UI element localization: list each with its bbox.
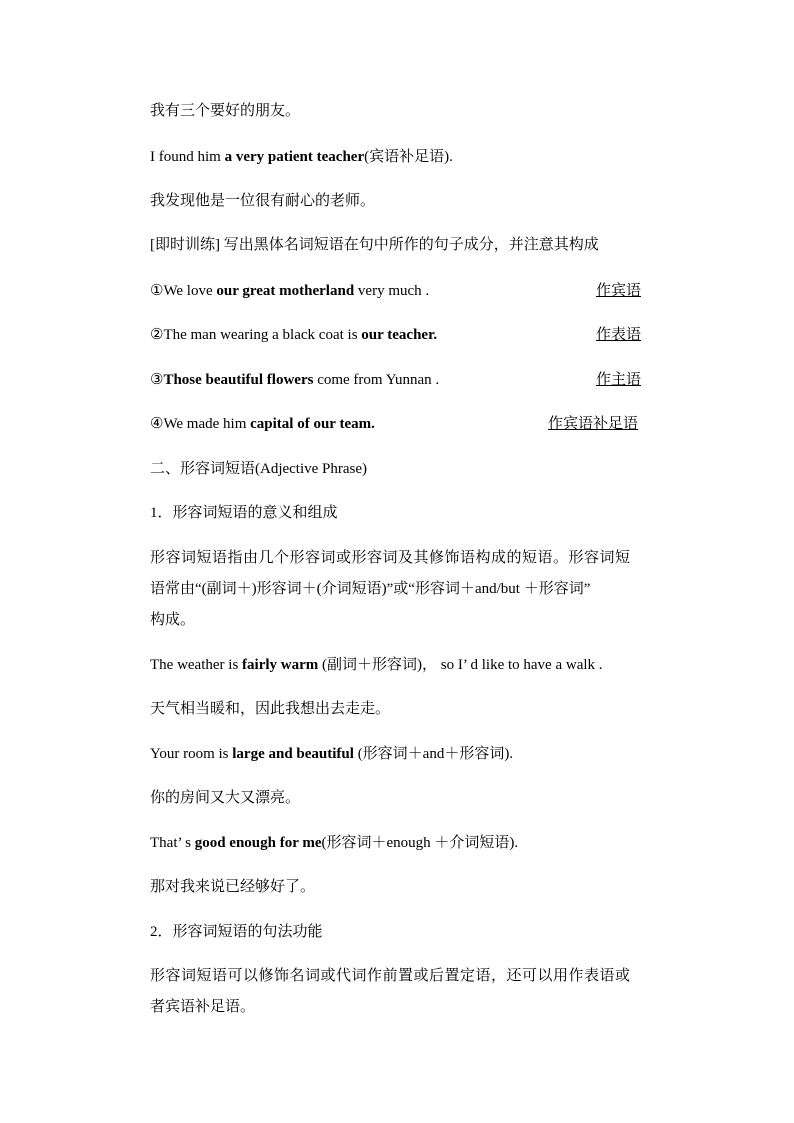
sentence-translation: 我有三个要好的朋友。 — [150, 103, 301, 119]
exercise-item — [150, 370, 439, 390]
exercise-item — [150, 325, 437, 345]
sentence-translation: 那对我来说已经够好了。 — [150, 879, 316, 895]
text: ③ — [150, 372, 164, 388]
paragraph-line: 形容词短语可以修饰名词或代词作前置或后置定语，还可以用作表语或 — [150, 968, 631, 984]
exercise-answer: 作表语 — [596, 327, 642, 343]
bold-phrase: large and beautiful — [232, 746, 354, 762]
bold-phrase: Those beautiful flowers — [163, 372, 314, 388]
text: (副词＋形容词)， so I’ d like to have a walk . — [318, 657, 603, 673]
text: I found him — [150, 149, 225, 165]
text: (宾语补足语). — [364, 149, 453, 165]
text: The weather is — [150, 657, 243, 673]
sentence-translation: 你的房间又大又漂亮。 — [150, 790, 301, 806]
bold-phrase: capital of our team. — [250, 416, 375, 432]
subsection-heading: 2．形容词短语的句法功能 — [150, 924, 323, 940]
exercise-answer: 作宾语补足语 — [548, 416, 639, 432]
text: That’ s — [150, 835, 195, 851]
text: ④We made him — [150, 416, 251, 432]
text: (形容词＋and＋形容词). — [353, 746, 514, 762]
text: Your room is — [150, 746, 233, 762]
text: very much . — [354, 283, 430, 299]
section-heading: 二、形容词短语(Adjective Phrase) — [150, 461, 368, 477]
paragraph-line: 语常由“(副词＋)形容词＋(介词短语)”或“形容词＋and/but ＋形容词” — [150, 581, 591, 597]
example-sentence — [150, 655, 603, 675]
example-sentence — [150, 744, 513, 764]
bold-phrase: good enough for me — [194, 835, 322, 851]
exercise-instruction: [即时训练] 写出黑体名词短语在句中所作的句子成分，并注意其构成 — [150, 237, 599, 253]
exercise-answer: 作主语 — [596, 372, 642, 388]
bold-phrase: our great motherland — [216, 283, 355, 299]
sentence-translation: 天气相当暖和，因此我想出去走走。 — [150, 701, 391, 717]
example-sentence — [150, 147, 453, 167]
paragraph-line: 者宾语补足语。 — [150, 999, 256, 1015]
text: ②The man wearing a black coat is — [150, 327, 362, 343]
text: (形容词＋enough ＋介词短语). — [321, 835, 519, 851]
example-sentence — [150, 833, 518, 853]
paragraph-line: 形容词短语指由几个形容词或形容词及其修饰语构成的短语。形容词短 — [150, 550, 631, 566]
exercise-answer: 作宾语 — [596, 283, 642, 299]
exercise-item — [150, 281, 429, 301]
subsection-heading: 1．形容词短语的意义和组成 — [150, 505, 338, 521]
exercise-item — [150, 414, 375, 434]
paragraph-line: 构成。 — [150, 612, 196, 628]
text: come from Yunnan . — [313, 372, 440, 388]
bold-phrase: our teacher. — [361, 327, 438, 343]
bold-phrase: fairly warm — [242, 657, 319, 673]
bold-phrase: a very patient teacher — [224, 149, 365, 165]
sentence-translation: 我发现他是一位很有耐心的老师。 — [150, 193, 376, 209]
text: ①We love — [150, 283, 217, 299]
